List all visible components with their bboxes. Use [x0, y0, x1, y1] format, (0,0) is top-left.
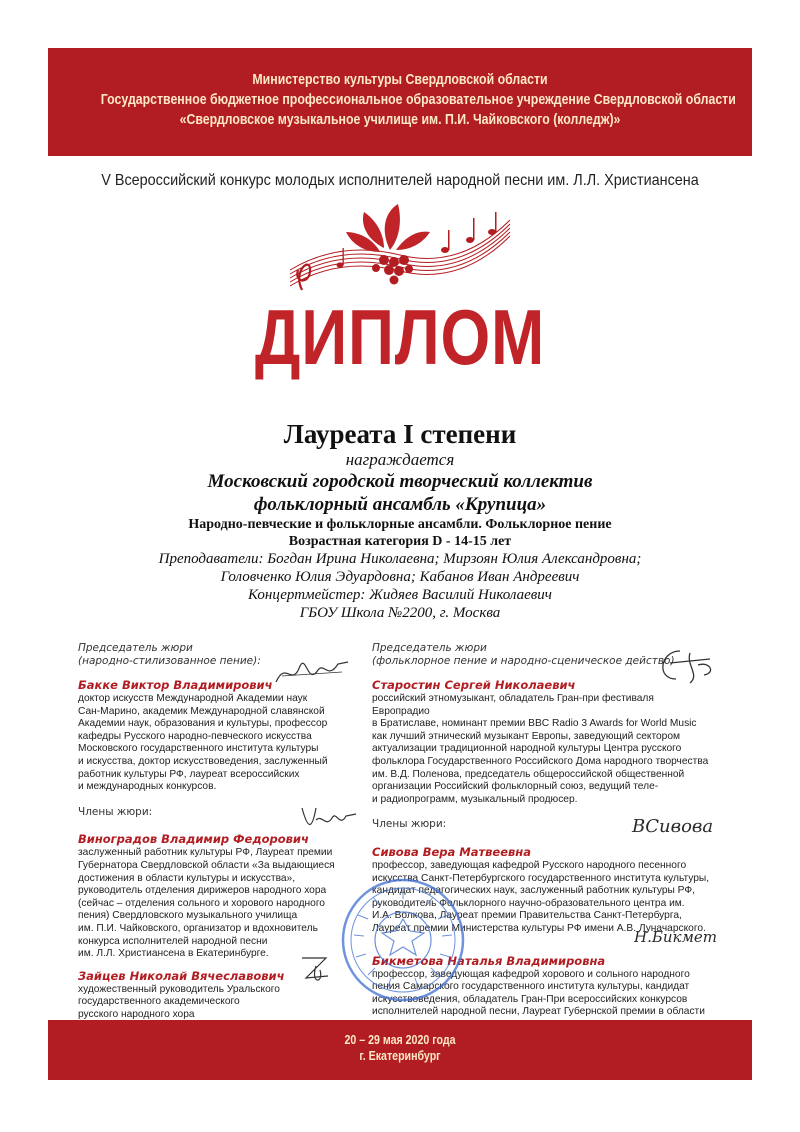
member-name: Сивова Вера Матвеевна — [372, 844, 532, 859]
ministry-line: Министерство культуры Свердловской области — [252, 72, 548, 88]
school: ГБОУ Школа №2200, г. Москва — [299, 605, 501, 621]
chair-heading: Председатель жюри — [78, 642, 193, 654]
signature-starostin-icon — [650, 645, 720, 687]
award-block — [48, 418, 752, 622]
award-degree: Лауреата I степени — [283, 419, 517, 449]
signature-bikmetova-icon — [630, 920, 720, 952]
recipient-line-2: фольклорный ансамбль «Крупица» — [253, 494, 547, 515]
college-line: «Свердловское музыкальное училище им. П.И. Чайковского (колледж)» — [179, 112, 621, 128]
footer-banner — [48, 1020, 752, 1080]
signature-zaytsev-icon — [296, 948, 336, 988]
recipient-line-1: Московский городской творческий коллектив — [207, 471, 593, 492]
chair-genre: (фольклорное пение и народно-сценическое действо) — [372, 655, 675, 667]
chair-heading: Председатель жюри — [372, 642, 487, 654]
nomination: Народно-певческие и фольклорные ансамбли. Фольклорное пение — [188, 517, 612, 532]
event-dates: 20 – 29 мая 2020 года — [344, 1033, 456, 1047]
members-heading: Члены жюри: — [372, 818, 447, 831]
chair-genre: (народно-стилизованное пение): — [78, 655, 261, 667]
header-banner — [48, 48, 752, 156]
chair-bio: российский этномузыкант, обладатель Гран-при фестиваля Европрадио в Братиславе, номинант премии BBC Radio 3 Awards for World Music как лучший этнический музыкант Европы, заведующий сектором актуализации традиционной народной культуры Центра русского фольклора Государственного Российского Дома народного творчества им. В.Д. Поленова, председатель общероссийской общественной организации Российский фольклорный союз, ведущий теле- и радиопрограмм, музыкальный продюсер. — [372, 693, 709, 805]
chair-name: Старостин Сергей Николаевич — [372, 678, 576, 692]
member-bio: художественный руководитель Уральского государственного академического русского народного хора — [78, 983, 280, 1020]
member-bio: заслуженный работник культуры РФ, Лауреат премии Губернатора Свердловской области «За выдающиеся достижения в области культуры и искусства», руководитель отделения дирижеров народного хора (сейчас – отделения сольного и хорового народного пения) Свердловского музыкального училища им. П.И. Чайковского, организатор и вдохновитель конкурса исполнителей народной песни им. Л.Л. Христиансена в Екатеринбурге. — [78, 847, 335, 960]
chair-bio: доктор искусств Международной Академии наук Сан-Марино, академик Международной славянской Академии наук, образования и культуры, профессор кафедры Русского народно-певческого искусства Московского государственного института культуры и искусства, доктор искусствоведения, заслуженный работник культуры РФ, лауреат всероссийских и международных конкурсов. — [78, 693, 328, 793]
official-seal-icon — [338, 875, 468, 1005]
svg-text:ВСивова: ВСивова — [632, 816, 714, 837]
event-city: г. Екатеринбург — [359, 1049, 441, 1063]
members-heading: Члены жюри: — [78, 805, 153, 818]
teachers-line-2: Головченко Юлия Эдуардовна; Кабанов Иван Андреевич — [220, 569, 580, 585]
member-bio: профессор, заведующая кафедрой хорового и сольного народного пения Самарского государственного института культуры, кандидат искусствоведения, обладатель Гран-При всероссийских конкурсов исполнителей народной песни, Лауреат Губернской премии в области — [372, 968, 705, 1018]
signature-vinogradov-icon — [298, 800, 360, 838]
awarded-label: награждается — [345, 450, 455, 469]
member-bio: профессор, заведующая кафедрой Русского народного песенного искусства Санкт-Петербургского государственного института культуры, кандидат педагогических наук, заслуженный работник культуры РФ, руководитель Фольклорного научно-образовательного центра им. И.А. Волкова, Лауреат премии Правительства Санкт-Петербурга, Лауреат премии Министерства культуры РФ имени А.В. Луначарского. — [372, 859, 710, 934]
signature-bakke-icon — [272, 652, 352, 692]
teachers-line-1: Преподаватели: Богдан Ирина Николаевна; Мирзоян Юлия Александровна; — [158, 551, 642, 567]
contest-title: V Всероссийский конкурс молодых исполнителей народной песни им. Л.Л. Христиансена — [101, 172, 699, 189]
institution-line: Государственное бюджетное профессиональное образовательное учреждение Свердловской области — [100, 92, 736, 108]
diploma-title: ДИПЛОМ — [254, 293, 546, 381]
chair-name: Бакке Виктор Владимирович — [78, 678, 273, 692]
member-name: Виноградов Владимир Федорович — [78, 832, 309, 847]
member-name: Зайцев Николай Вячеславович — [78, 968, 285, 983]
signature-sivova-icon — [628, 808, 728, 844]
member-name: Бикметова Наталья Владимировна — [372, 953, 606, 968]
age-category: Возрастная категория D - 14-15 лет — [288, 534, 512, 549]
rowan-music-emblem-icon — [280, 200, 520, 300]
svg-text:Н.Бикмет: Н.Бикмет — [634, 928, 718, 946]
accompanist: Концертмейстер: Жидяев Василий Николаевич — [248, 587, 552, 603]
